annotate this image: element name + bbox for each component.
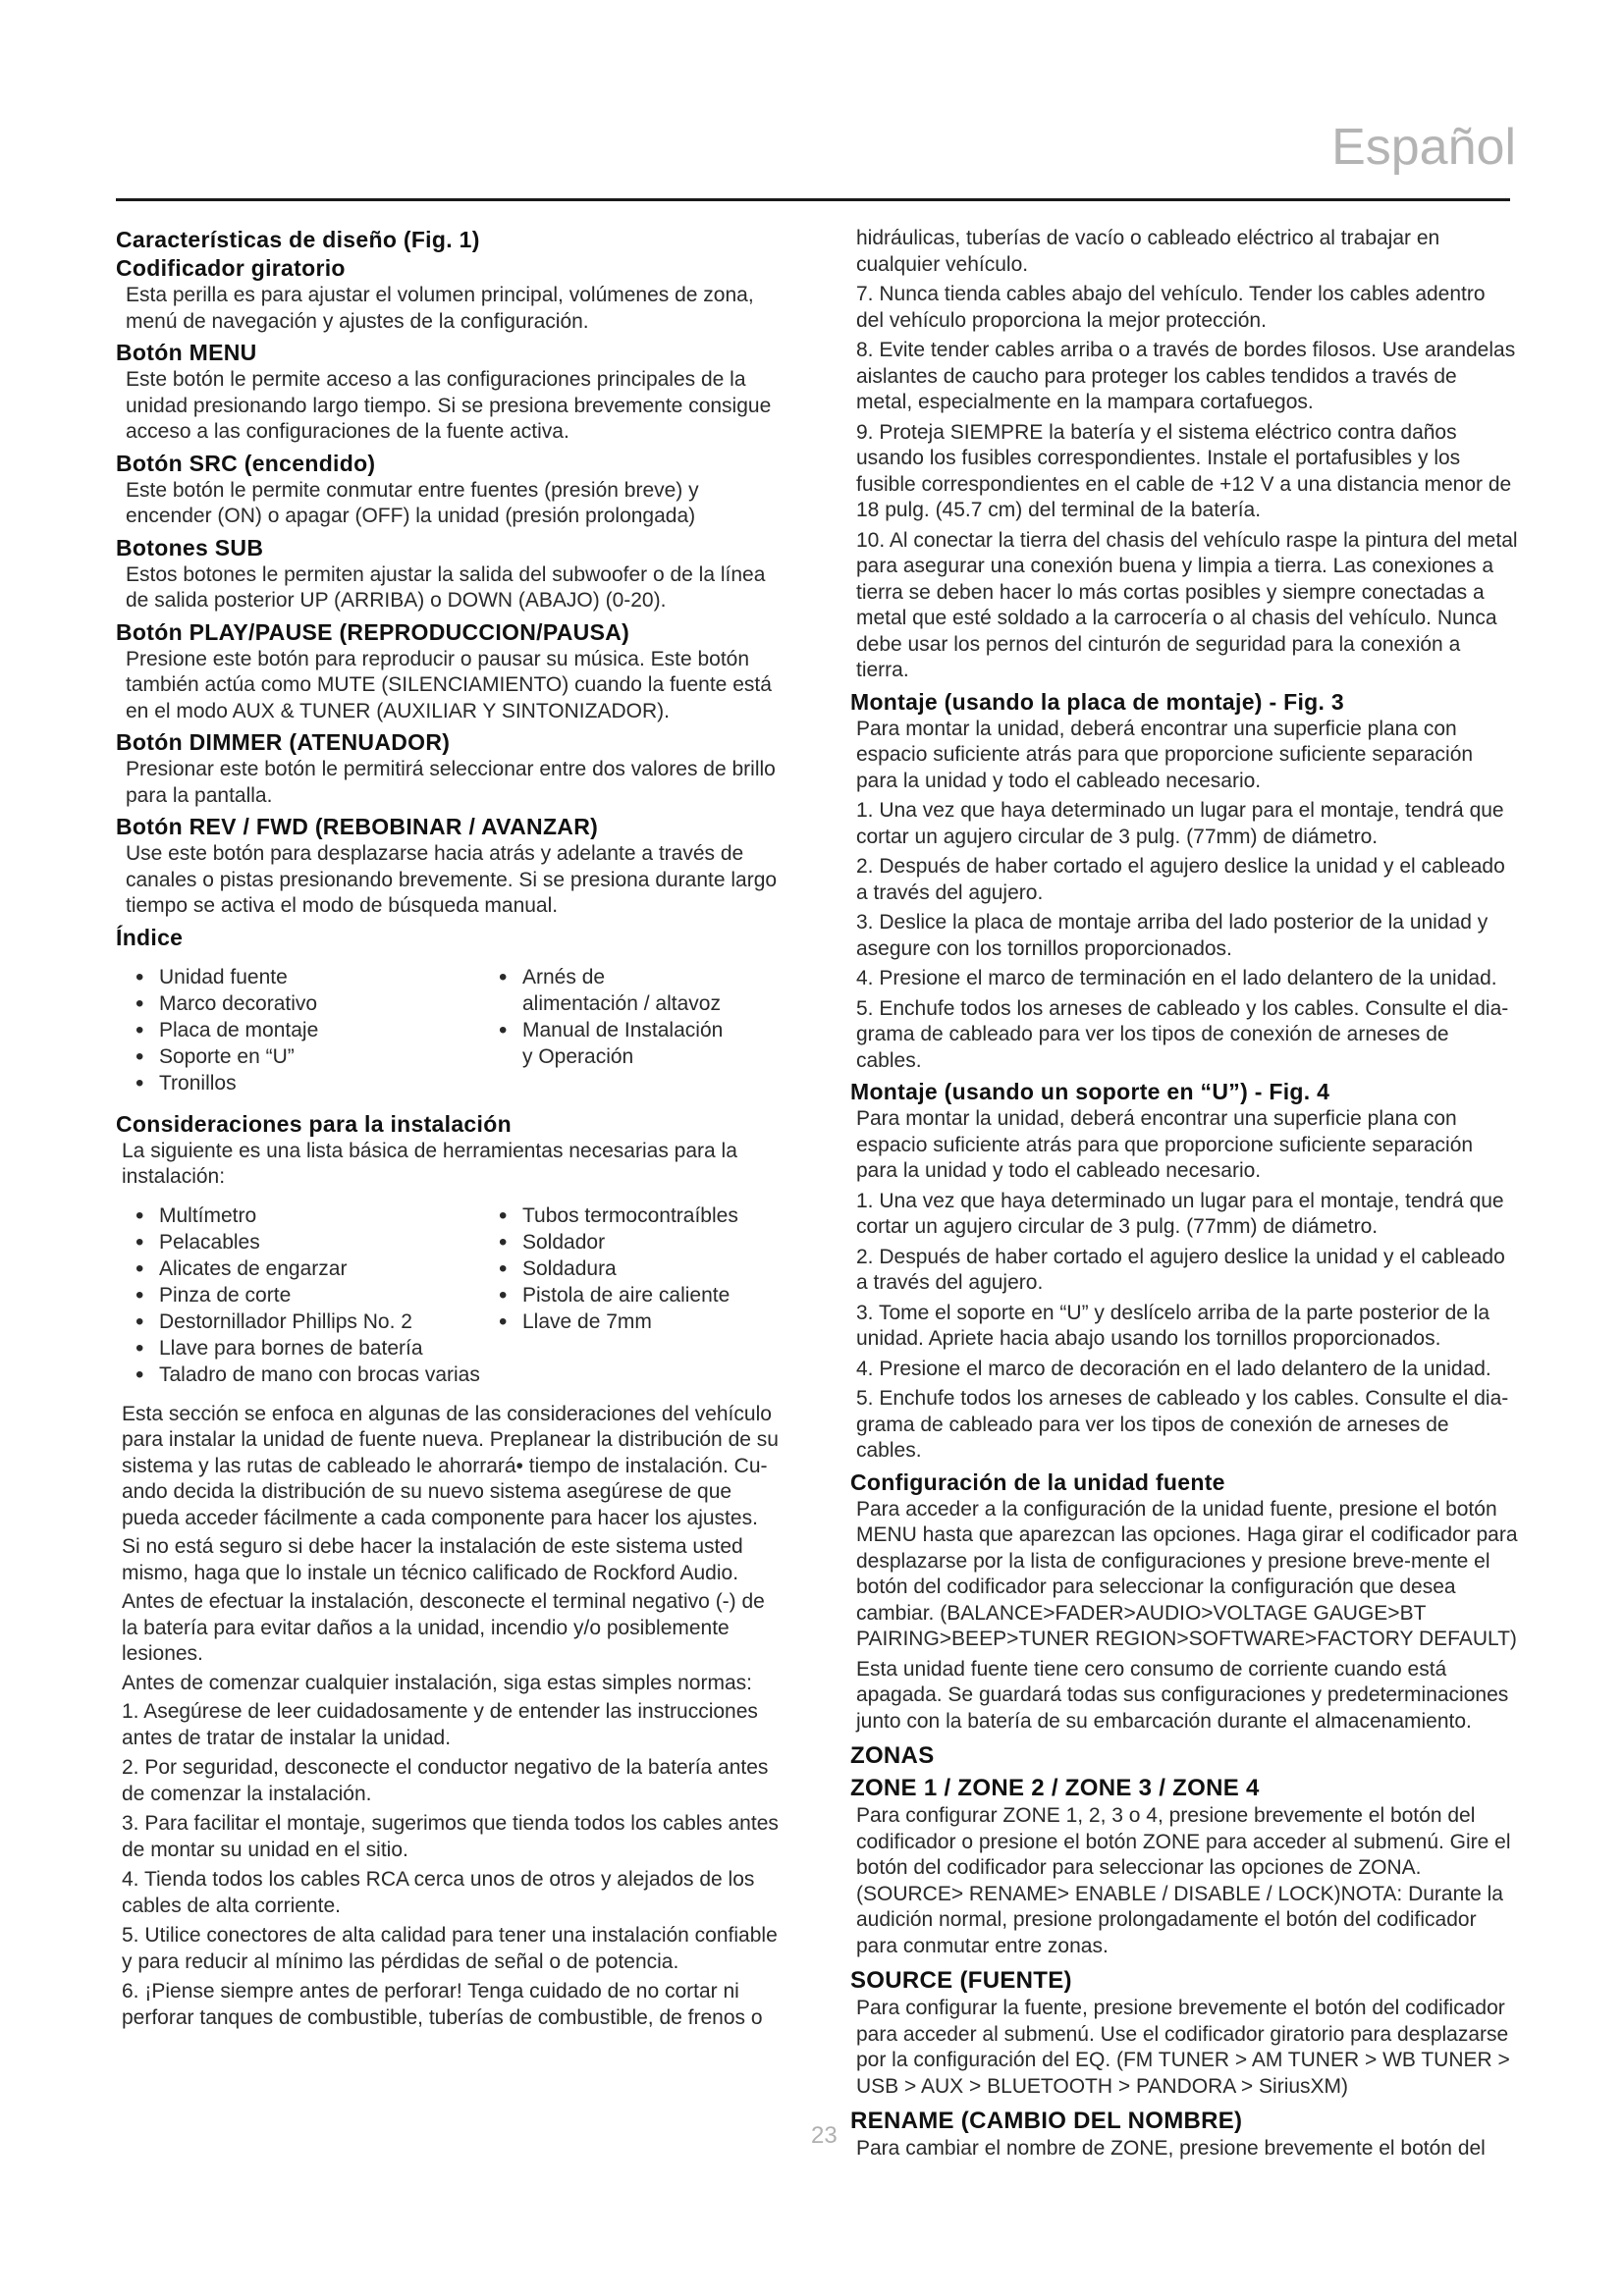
rename-text: Para cambiar el nombre de ZONE, presione brevemente el botón del	[856, 2137, 1486, 2160]
feature-title: Botón MENU	[116, 340, 257, 365]
step-item: 4. Presione el marco de decoración en el lado delantero de la unidad.	[856, 1357, 1491, 1380]
rule-item: 4. Tienda todos los cables RCA cerca unos de otros y alejados de los cables de alta corriente.	[122, 1868, 755, 1917]
feature-title: Botón REV / FWD (REBOBINAR / AVANZAR)	[116, 814, 599, 839]
rule-item: 3. Para facilitar el montaje, sugerimos que tienda todos los cables antes de montar su unidad en el sitio.	[122, 1812, 779, 1861]
feature-title: Codificador giratorio	[116, 255, 346, 281]
plate-mount-intro: Para montar la unidad, deberá encontrar una superficie plana con espacio suficiente atrás para que proporcione suficiente separación para la unidad y todo el cableado necesario.	[856, 717, 1474, 792]
tools-column	[499, 1202, 754, 1388]
feature-title: Botones SUB	[116, 534, 264, 561]
zones-title: ZONE 1 / ZONE 2 / ZONE 3 / ZONE 4	[850, 1775, 1260, 1801]
list-item: • Arnés de alimentación / altavoz	[499, 964, 725, 1017]
list-item: • Pelacables	[135, 1229, 499, 1255]
feature-text: Esta perilla es para ajustar el volumen principal, volúmenes de zona, menú de navegación y ajustes de la configuración.	[126, 284, 754, 333]
rule-item: 8. Evite tender cables arriba o a través de bordes filosos. Use arandelas aislantes de caucho para proteger los cables tendidos a través de metal, especialmente en la mampara cortafuegos.	[856, 339, 1516, 413]
index-list	[135, 964, 784, 1096]
feature-title: Botón SRC (encendido)	[116, 450, 376, 476]
zones-text: Para configurar ZONE 1, 2, 3 o 4, presione brevemente el botón del codificador o presione el botón ZONE para acceder al submenú. Gire el botón del codificador para seleccionar las opciones de ZONA. (SOURCE> RENAME> ENABLE / DISABLE / LOCK)NOTA: Durante la audición normal, presione prolongadamente el botón del codificador para conmutar entre zonas.	[856, 1804, 1511, 1957]
rule-item: hidráulicas, tuberías de vacío o cableado eléctrico al trabajar en cualquier vehículo.	[856, 227, 1440, 276]
source-title: SOURCE (FUENTE)	[850, 1967, 1072, 1994]
tools-list	[135, 1202, 784, 1388]
rule-item: 9. Proteja SIEMPRE la batería y el sistema eléctrico contra daños usando los fusibles correspondientes. Instale el portafusibles y los fusible correspondientes en el cable de +12 V a una distancia menor de 18 pulg. (45.7 cm) del terminal de la batería.	[856, 420, 1512, 521]
rename-title: RENAME (CAMBIO DEL NOMBRE)	[850, 2108, 1243, 2134]
left-column	[116, 226, 784, 2035]
list-item: • Placa de montaje	[135, 1017, 499, 1043]
list-item: • Soldadura	[499, 1255, 754, 1282]
installation-intro: La siguiente es una lista básica de herramientas necesarias para la instalación:	[122, 1139, 737, 1188]
rule-item: 6. ¡Piense siempre antes de perforar! Tenga cuidado de no cortar ni perforar tanques de combustible, tuberías de combustible, de frenos o	[122, 1980, 763, 2029]
step-item: 3. Tome el soporte en “U” y deslícelo arriba de la parte posterior de la unidad. Apriete hacia abajo usando los tornillos proporcionados.	[856, 1301, 1490, 1350]
list-item: • Alicates de engarzar	[135, 1255, 499, 1282]
list-item: • Soporte en “U”	[135, 1043, 499, 1070]
zonas-title: ZONAS	[850, 1742, 935, 1769]
u-mount-intro: Para montar la unidad, deberá encontrar una superficie plana con espacio suficiente atrás para que proporcione suficiente separación para la unidad y todo el cableado necesario.	[856, 1107, 1474, 1182]
paragraph: Si no está seguro si debe hacer la instalación de este sistema usted mismo, haga que lo instale un técnico calificado de Rockford Audio.	[122, 1535, 743, 1584]
installation-title: Consideraciones para la instalación	[116, 1110, 512, 1137]
list-item: • Multímetro	[135, 1202, 499, 1229]
config-title: Configuración de la unidad fuente	[850, 1468, 1225, 1495]
header-divider	[116, 198, 1510, 201]
paragraph: Antes de comenzar cualquier instalación, siga estas simples normas:	[122, 1671, 752, 1694]
step-item: 4. Presione el marco de terminación en el lado delantero de la unidad.	[856, 967, 1497, 989]
step-item: 2. Después de haber cortado el agujero deslice la unidad y el cableado a través del agujero.	[856, 855, 1505, 904]
list-item: • Taladro de mano con brocas varias	[135, 1362, 499, 1388]
list-item: • Llave para bornes de batería	[135, 1335, 499, 1362]
feature-text: Presione este botón para reproducir o pausar su música. Este botón también actúa como MUTE (SILENCIAMIENTO) cuando la fuente está en el modo AUX & TUNER (AUXILIAR Y SINTONIZADOR).	[126, 647, 772, 722]
step-item: 2. Después de haber cortado el agujero deslice la unidad y el cableado a través del agujero.	[856, 1245, 1505, 1294]
source-text: Para configurar la fuente, presione brevemente el botón del codificador para acceder al submenú. Use el codificador giratorio para desplazarse por la configuración del EQ. (FM TUNER > AM TUNER > WB TUNER > USB > AUX > BLUETOOTH > PANDORA > SiriusXM)	[856, 1997, 1510, 2098]
feature-text: Este botón le permite acceso a las configuraciones principales de la unidad presionando largo tiempo. Si se presiona brevemente consigue acceso a las configuraciones de la fuente activa.	[126, 368, 772, 443]
language-heading: Español	[1331, 119, 1516, 176]
feature-text: Presionar este botón le permitirá seleccionar entre dos valores de brillo para la pantalla.	[126, 758, 776, 807]
list-item: • Manual de Instalación y Operación	[499, 1017, 725, 1070]
right-column	[850, 226, 1518, 2166]
list-item: • Marco decorativo	[135, 990, 499, 1017]
rule-item: 5. Utilice conectores de alta calidad para tener una instalación confiable y para reducir al mínimo las pérdidas de señal o de potencia.	[122, 1924, 778, 1973]
list-item: • Llave de 7mm	[499, 1308, 754, 1335]
rule-item: 10. Al conectar la tierra del chasis del vehículo raspe la pintura del metal para asegurar una conexión buena y limpia a tierra. Las conexiones a tierra se deben hacer lo más cortas posibles y siempre conectadas a metal que esté soldado a la carrocería o al chasis del vehículo. Nunca debe usar los pernos del cinturón de seguridad para la conexión a tierra.	[856, 528, 1518, 681]
rule-item: 1. Asegúrese de leer cuidadosamente y de entender las instrucciones antes de tratar de instalar la unidad.	[122, 1700, 758, 1749]
plate-mount-title: Montaje (usando la placa de montaje) - Fig. 3	[850, 688, 1344, 715]
list-item: • Pinza de corte	[135, 1282, 499, 1308]
step-item: 5. Enchufe todos los arneses de cableado y los cables. Consulte el dia-grama de cableado para ver los tipos de conexión de arneses de cables.	[856, 996, 1509, 1072]
config-text: Esta unidad fuente tiene cero consumo de corriente cuando está apagada. Se guardará todas sus configuraciones y predeterminaciones junto con la batería de su embarcación durante el almacenamiento.	[856, 1657, 1509, 1733]
index-column	[499, 964, 725, 1096]
step-item: 5. Enchufe todos los arneses de cableado y los cables. Consulte el dia-grama de cableado para ver los tipos de conexión de arneses de cables.	[856, 1387, 1509, 1462]
u-mount-title: Montaje (usando un soporte en “U”) - Fig. 4	[850, 1079, 1330, 1104]
feature-title: Botón DIMMER (ATENUADOR)	[116, 729, 451, 755]
page-number: 23	[811, 2122, 838, 2149]
index-title: Índice	[116, 924, 184, 950]
paragraph: Antes de efectuar la instalación, desconecte el terminal negativo (-) de la batería para evitar daños a la unidad, incendio y/o posiblemente lesiones.	[122, 1590, 765, 1665]
step-item: 3. Deslice la placa de montaje arriba del lado posterior de la unidad y asegure con los tornillos proporcionados.	[856, 911, 1489, 960]
feature-text: Use este botón para desplazarse hacia atrás y adelante a través de canales o pistas presionando brevemente. Si se presiona durante largo tiempo se activa el modo de búsqueda manual.	[126, 842, 778, 917]
feature-title: Botón PLAY/PAUSE (REPRODUCCION/PAUSA)	[116, 618, 630, 645]
list-item: • Pistola de aire caliente	[499, 1282, 754, 1308]
list-item: • Destornillador Phillips No. 2	[135, 1308, 499, 1335]
design-features-title: Características de diseño (Fig. 1)	[116, 227, 480, 252]
index-column	[135, 964, 499, 1096]
config-text: Para acceder a la configuración de la unidad fuente, presione el botón MENU hasta que aparezcan las opciones. Haga girar el codificador para desplazarse por la lista de configuraciones y presione breve-mente el botón del codificador para seleccionar la configuración que desea cambiar. (BALANCE>FADER>AUDIO>VOLTAGE GAUGE>BT PAIRING>BEEP>TUNER REGION>SOFTWARE>FACTORY DEFAULT)	[856, 1497, 1518, 1650]
list-item: • Soldador	[499, 1229, 754, 1255]
rule-item: 2. Por seguridad, desconecte el conductor negativo de la batería antes de comenzar la instalación.	[122, 1756, 769, 1805]
tools-column	[135, 1202, 499, 1388]
step-item: 1. Una vez que haya determinado un lugar para el montaje, tendrá que cortar un agujero circular de 3 pulg. (77mm) de diámetro.	[856, 799, 1504, 848]
list-item: • Tubos termocontraíbles	[499, 1202, 754, 1229]
paragraph: Esta sección se enfoca en algunas de las consideraciones del vehículo para instalar la unidad de fuente nueva. Preplanear la distribución de su sistema y las rutas de cableado le ahorrará• tiempo de instalación. Cu-ando decida la distribución de su nuevo sistema asegúrese de que pueda acceder fácilmente a cada componente para hacer los ajustes.	[122, 1402, 779, 1529]
rule-item: 7. Nunca tienda cables abajo del vehículo. Tender los cables adentro del vehículo proporciona la mejor protección.	[856, 283, 1486, 332]
list-item: • Tronillos	[135, 1070, 499, 1096]
feature-text: Este botón le permite conmutar entre fuentes (presión breve) y encender (ON) o apagar (OFF) la unidad (presión prolongada)	[126, 478, 699, 527]
step-item: 1. Una vez que haya determinado un lugar para el montaje, tendrá que cortar un agujero circular de 3 pulg. (77mm) de diámetro.	[856, 1189, 1504, 1238]
list-item: • Unidad fuente	[135, 964, 499, 990]
feature-text: Estos botones le permiten ajustar la salida del subwoofer o de la línea de salida posterior UP (ARRIBA) o DOWN (ABAJO) (0-20).	[126, 562, 766, 612]
